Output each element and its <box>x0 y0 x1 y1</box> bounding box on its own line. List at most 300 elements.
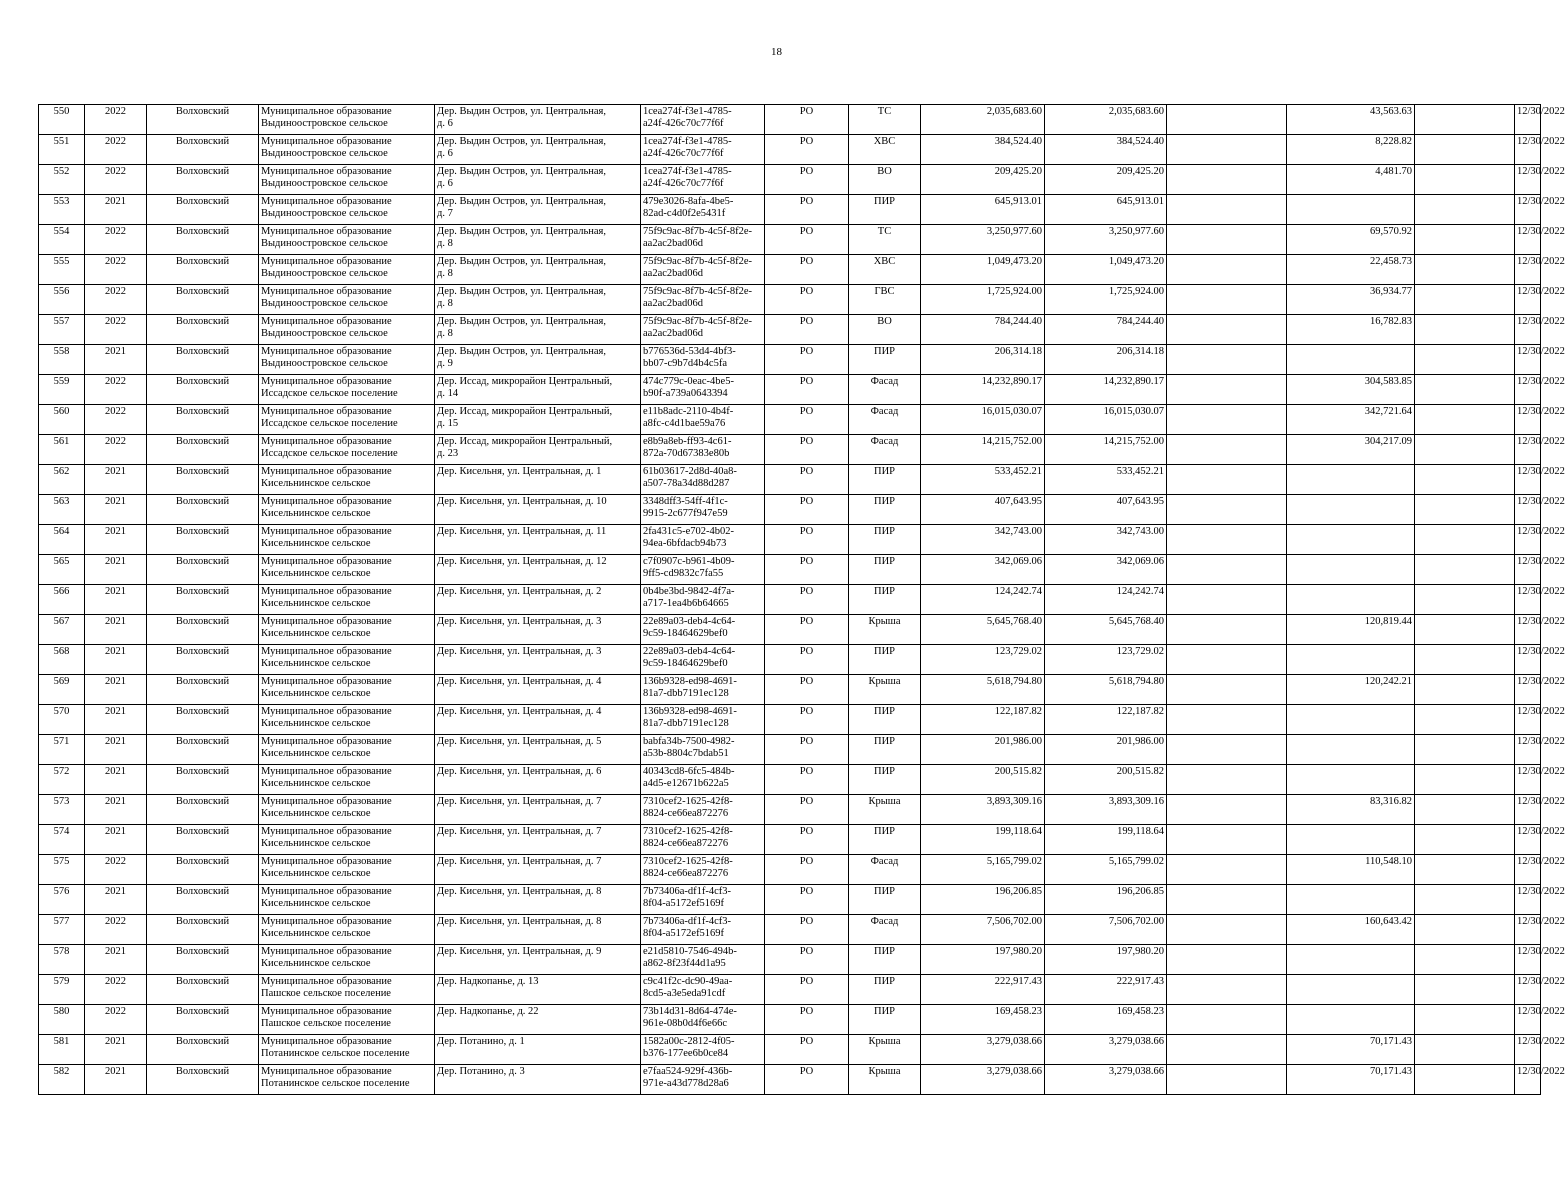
cell-text: Муниципальное образование <box>261 556 392 567</box>
cell-text: РО <box>799 826 814 837</box>
empty-cell <box>1167 855 1287 885</box>
cell-text: Крыша <box>868 1066 901 1077</box>
cell-text: РО <box>799 376 814 387</box>
cell-text: 571 <box>53 736 70 747</box>
cell-text: 9c59-18464629bef0 <box>643 658 728 669</box>
cell-text: Муниципальное образование <box>261 646 392 657</box>
address-cell <box>435 795 641 825</box>
cell-text: 1,725,924.00 <box>1108 286 1164 297</box>
municipality-cell <box>259 975 435 1005</box>
contribution-cell <box>1287 405 1415 435</box>
district-cell <box>147 1005 259 1035</box>
municipality-cell <box>259 165 435 195</box>
cell-text: 551 <box>53 136 70 147</box>
cell-text: Дер. Кисельня, ул. Центральная, д. 2 <box>437 586 602 597</box>
cell-text: 553 <box>53 196 70 207</box>
work-type-cell <box>849 465 921 495</box>
cell-text: Дер. Кисельня, ул. Центральная, д. 11 <box>437 526 607 537</box>
type-cell <box>765 915 849 945</box>
cell-text: 2021 <box>105 676 126 687</box>
row-number-cell <box>39 585 85 615</box>
address-cell <box>435 705 641 735</box>
cell-text: 304,217.09 <box>1364 436 1412 447</box>
row-number-cell <box>39 1035 85 1065</box>
cell-text: 136b9328-ed98-4691- <box>643 706 737 717</box>
cell-text: Волховский <box>175 766 230 777</box>
cell-text: 2022 <box>105 1006 126 1017</box>
work-type-cell <box>849 225 921 255</box>
contribution-cell <box>1287 765 1415 795</box>
total-cost-cell <box>1045 405 1167 435</box>
cell-text: 81a7-dbb7191ec128 <box>643 688 729 699</box>
municipality-cell <box>259 615 435 645</box>
year-cell <box>85 975 147 1005</box>
cell-text: 2022 <box>105 856 126 867</box>
type-cell <box>765 465 849 495</box>
year-cell <box>85 645 147 675</box>
cell-text: 22e89a03-deb4-4c64- <box>643 646 736 657</box>
cell-text: 2022 <box>105 166 126 177</box>
cell-text: РО <box>799 136 814 147</box>
row-number-cell <box>39 885 85 915</box>
empty-cell <box>1167 915 1287 945</box>
cell-text: РО <box>799 736 814 747</box>
house-id-cell <box>641 1005 765 1035</box>
total-cost-cell <box>1045 315 1167 345</box>
row-number-cell <box>39 345 85 375</box>
year-cell <box>85 375 147 405</box>
cell-text: ВО <box>877 316 892 327</box>
district-cell <box>147 975 259 1005</box>
empty-cell-2 <box>1415 105 1515 135</box>
cell-text: Иссадское сельское поселение <box>261 448 398 459</box>
cell-text: Волховский <box>175 826 230 837</box>
cell-text: 75f9c9ac-8f7b-4c5f-8f2e- <box>643 256 753 267</box>
cell-text: РО <box>799 766 814 777</box>
row-number-cell <box>39 705 85 735</box>
contribution-cell <box>1287 105 1415 135</box>
cell-text: 70,171.43 <box>1370 1036 1412 1047</box>
table-row <box>39 195 1541 225</box>
cell-text: Муниципальное образование <box>261 526 392 537</box>
date-cell <box>1515 855 1565 885</box>
municipality-cell <box>259 105 435 135</box>
address-cell <box>435 225 641 255</box>
date-cell <box>1515 315 1565 345</box>
house-id-cell <box>641 915 765 945</box>
row-number-cell <box>39 975 85 1005</box>
cell-text: 2021 <box>105 766 126 777</box>
cell-text: 12/30/2022 <box>1517 946 1565 957</box>
date-cell <box>1515 1005 1565 1035</box>
cell-text: 572 <box>53 766 70 777</box>
house-id-cell <box>641 195 765 225</box>
address-cell <box>435 555 641 585</box>
cell-text: 3,279,038.66 <box>1108 1036 1164 1047</box>
house-id-cell <box>641 795 765 825</box>
cell-text: Дер. Кисельня, ул. Центральная, д. 9 <box>437 946 602 957</box>
empty-cell-2 <box>1415 495 1515 525</box>
cell-text: 12/30/2022 <box>1517 376 1565 387</box>
date-cell <box>1515 705 1565 735</box>
cell-text: 36,934.77 <box>1370 286 1412 297</box>
cell-text: 16,782.83 <box>1370 316 1412 327</box>
empty-cell <box>1167 975 1287 1005</box>
contribution-cell <box>1287 585 1415 615</box>
cell-text: ТС <box>877 226 892 237</box>
cell-text: 2,035,683.60 <box>1108 106 1164 117</box>
date-cell <box>1515 465 1565 495</box>
cell-text: 122,187.82 <box>1116 706 1164 717</box>
date-cell <box>1515 765 1565 795</box>
cell-text: 14,215,752.00 <box>981 436 1042 447</box>
date-cell <box>1515 435 1565 465</box>
date-cell <box>1515 795 1565 825</box>
empty-cell-2 <box>1415 135 1515 165</box>
cell-text: aa2ac2bad06d <box>643 328 704 339</box>
cell-text: 8f04-a5172ef5169f <box>643 928 725 939</box>
row-number-cell <box>39 405 85 435</box>
municipality-cell <box>259 585 435 615</box>
type-cell <box>765 105 849 135</box>
cell-text: д. 7 <box>437 208 453 219</box>
address-cell <box>435 375 641 405</box>
cell-text: ПИР <box>873 556 895 567</box>
year-cell <box>85 345 147 375</box>
empty-cell <box>1167 345 1287 375</box>
cell-text: 0b4be3bd-9842-4f7a- <box>643 586 735 597</box>
cell-text: 872a-70d67383e80b <box>643 448 730 459</box>
empty-cell <box>1167 705 1287 735</box>
cell-text: 222,917.43 <box>1116 976 1164 987</box>
row-number-cell <box>39 645 85 675</box>
type-cell <box>765 195 849 225</box>
page-number: 18 <box>771 46 782 58</box>
row-number-cell <box>39 165 85 195</box>
cell-text: 1cea274f-f3e1-4785- <box>643 166 732 177</box>
empty-cell-2 <box>1415 1065 1515 1095</box>
cell-text: Потанинское сельское поселение <box>261 1078 410 1089</box>
cell-text: РО <box>799 706 814 717</box>
work-type-cell <box>849 105 921 135</box>
empty-cell <box>1167 405 1287 435</box>
date-cell <box>1515 735 1565 765</box>
house-id-cell <box>641 675 765 705</box>
work-type-cell <box>849 825 921 855</box>
cell-text: Волховский <box>175 226 230 237</box>
cell-text: Волховский <box>175 376 230 387</box>
empty-cell <box>1167 645 1287 675</box>
cell-text: Дер. Выдин Остров, ул. Центральная, <box>437 346 607 357</box>
table-row <box>39 915 1541 945</box>
type-cell <box>765 735 849 765</box>
cell-text: b776536d-53d4-4bf3- <box>643 346 736 357</box>
cell-text: 560 <box>53 406 70 417</box>
cell-text: 5,618,794.80 <box>986 676 1042 687</box>
cell-text: РО <box>799 196 814 207</box>
cell-text: Выдиноостровское сельское <box>261 298 388 309</box>
empty-cell <box>1167 825 1287 855</box>
cell-text: РО <box>799 916 814 927</box>
house-id-cell <box>641 375 765 405</box>
total-cost-cell <box>1045 735 1167 765</box>
cell-text: 136b9328-ed98-4691- <box>643 676 737 687</box>
cell-text: 75f9c9ac-8f7b-4c5f-8f2e- <box>643 226 753 237</box>
cell-text: 971e-a43d778d28a6 <box>643 1078 729 1089</box>
table-row <box>39 1035 1541 1065</box>
cell-text: Волховский <box>175 856 230 867</box>
cost-cell <box>921 405 1045 435</box>
cell-text: Волховский <box>175 616 230 627</box>
cell-text: 533,452.21 <box>994 466 1042 477</box>
house-id-cell <box>641 525 765 555</box>
cell-text: Муниципальное образование <box>261 736 392 747</box>
empty-cell-2 <box>1415 195 1515 225</box>
date-cell <box>1515 675 1565 705</box>
table-row <box>39 285 1541 315</box>
cell-text: ХВС <box>873 256 896 267</box>
type-cell <box>765 705 849 735</box>
cell-text: Муниципальное образование <box>261 1036 392 1047</box>
cell-text: ХВС <box>873 136 896 147</box>
cell-text: 342,721.64 <box>1364 406 1412 417</box>
year-cell <box>85 765 147 795</box>
cell-text: Муниципальное образование <box>261 886 392 897</box>
cell-text: 75f9c9ac-8f7b-4c5f-8f2e- <box>643 316 753 327</box>
date-cell <box>1515 105 1565 135</box>
municipality-cell <box>259 795 435 825</box>
table-row <box>39 555 1541 585</box>
table-row <box>39 135 1541 165</box>
table-row <box>39 315 1541 345</box>
cell-text: ПИР <box>873 886 895 897</box>
cell-text: 2022 <box>105 376 126 387</box>
cell-text: Муниципальное образование <box>261 586 392 597</box>
cell-text: Кисельнинское сельское <box>261 928 371 939</box>
municipality-cell <box>259 255 435 285</box>
municipality-cell <box>259 705 435 735</box>
cost-cell <box>921 375 1045 405</box>
cell-text: 12/30/2022 <box>1517 436 1565 447</box>
contribution-cell <box>1287 345 1415 375</box>
table-row <box>39 735 1541 765</box>
cell-text: 2022 <box>105 916 126 927</box>
cell-text: a53b-8804c7bdab51 <box>643 748 729 759</box>
address-cell <box>435 915 641 945</box>
cell-text: Муниципальное образование <box>261 346 392 357</box>
type-cell <box>765 255 849 285</box>
cell-text: Фасад <box>870 856 899 867</box>
table-row <box>39 585 1541 615</box>
cell-text: 14,215,752.00 <box>1103 436 1164 447</box>
contribution-cell <box>1287 555 1415 585</box>
table-row <box>39 105 1541 135</box>
cell-text: Пашское сельское поселение <box>261 988 391 999</box>
municipality-cell <box>259 945 435 975</box>
cell-text: Волховский <box>175 556 230 567</box>
empty-cell <box>1167 135 1287 165</box>
cost-cell <box>921 255 1045 285</box>
row-number-cell <box>39 195 85 225</box>
empty-cell <box>1167 945 1287 975</box>
registry-body <box>39 105 1565 1095</box>
contribution-cell <box>1287 615 1415 645</box>
date-cell <box>1515 405 1565 435</box>
cell-text: 200,515.82 <box>994 766 1042 777</box>
year-cell <box>85 885 147 915</box>
cell-text: 342,069.06 <box>994 556 1042 567</box>
district-cell <box>147 255 259 285</box>
address-cell <box>435 675 641 705</box>
cell-text: Кисельнинское сельское <box>261 718 371 729</box>
cost-cell <box>921 675 1045 705</box>
cell-text: Волховский <box>175 316 230 327</box>
cell-text: РО <box>799 166 814 177</box>
year-cell <box>85 525 147 555</box>
cell-text: Выдиноостровское сельское <box>261 328 388 339</box>
cell-text: 558 <box>53 346 70 357</box>
cell-text: Фасад <box>870 406 899 417</box>
empty-cell-2 <box>1415 765 1515 795</box>
cell-text: д. 14 <box>437 388 459 399</box>
cell-text: 12/30/2022 <box>1517 796 1565 807</box>
contribution-cell <box>1287 525 1415 555</box>
house-id-cell <box>641 255 765 285</box>
cell-text: 110,548.10 <box>1365 856 1412 867</box>
empty-cell <box>1167 1005 1287 1035</box>
empty-cell-2 <box>1415 975 1515 1005</box>
address-cell <box>435 1035 641 1065</box>
district-cell <box>147 765 259 795</box>
empty-cell-2 <box>1415 405 1515 435</box>
cell-text: e11b8adc-2110-4b4f- <box>643 406 734 417</box>
district-cell <box>147 195 259 225</box>
cell-text: Муниципальное образование <box>261 436 392 447</box>
address-cell <box>435 135 641 165</box>
cell-text: Крыша <box>868 676 901 687</box>
cell-text: д. 8 <box>437 298 453 309</box>
cell-text: Муниципальное образование <box>261 676 392 687</box>
cell-text: Дер. Выдин Остров, ул. Центральная, <box>437 196 607 207</box>
cell-text: 196,206.85 <box>994 886 1042 897</box>
cost-cell <box>921 615 1045 645</box>
date-cell <box>1515 495 1565 525</box>
empty-cell-2 <box>1415 375 1515 405</box>
cell-text: 342,743.00 <box>994 526 1042 537</box>
cell-text: 784,244.40 <box>994 316 1042 327</box>
cell-text: Дер. Кисельня, ул. Центральная, д. 4 <box>437 676 602 687</box>
date-cell <box>1515 285 1565 315</box>
empty-cell-2 <box>1415 915 1515 945</box>
cell-text: c9c41f2c-dc90-49aa- <box>643 976 733 987</box>
cell-text: РО <box>799 646 814 657</box>
address-cell <box>435 405 641 435</box>
type-cell <box>765 285 849 315</box>
table-row <box>39 435 1541 465</box>
municipality-cell <box>259 345 435 375</box>
year-cell <box>85 945 147 975</box>
cell-text: 82ad-c4d0f2e5431f <box>643 208 726 219</box>
type-cell <box>765 1005 849 1035</box>
cell-text: Муниципальное образование <box>261 136 392 147</box>
work-type-cell <box>849 525 921 555</box>
contribution-cell <box>1287 435 1415 465</box>
contribution-cell <box>1287 885 1415 915</box>
cell-text: ПИР <box>873 826 895 837</box>
cell-text: c7f0907c-b961-4b09- <box>643 556 735 567</box>
cost-cell <box>921 915 1045 945</box>
cell-text: РО <box>799 406 814 417</box>
cell-text: 12/30/2022 <box>1517 256 1565 267</box>
house-id-cell <box>641 885 765 915</box>
year-cell <box>85 225 147 255</box>
house-id-cell <box>641 855 765 885</box>
year-cell <box>85 825 147 855</box>
contribution-cell <box>1287 915 1415 945</box>
cost-cell <box>921 555 1045 585</box>
cost-cell <box>921 195 1045 225</box>
cell-text: Муниципальное образование <box>261 976 392 987</box>
district-cell <box>147 165 259 195</box>
cell-text: 12/30/2022 <box>1517 316 1565 327</box>
cell-text: Волховский <box>175 136 230 147</box>
cell-text: Фасад <box>870 436 899 447</box>
year-cell <box>85 915 147 945</box>
type-cell <box>765 615 849 645</box>
empty-cell-2 <box>1415 555 1515 585</box>
cell-text: 12/30/2022 <box>1517 616 1565 627</box>
municipality-cell <box>259 645 435 675</box>
district-cell <box>147 615 259 645</box>
district-cell <box>147 795 259 825</box>
cell-text: РО <box>799 346 814 357</box>
municipality-cell <box>259 435 435 465</box>
cell-text: Волховский <box>175 586 230 597</box>
date-cell <box>1515 375 1565 405</box>
type-cell <box>765 585 849 615</box>
cell-text: 94ea-6bfdacb94b73 <box>643 538 727 549</box>
cell-text: Волховский <box>175 496 230 507</box>
registry-table <box>38 104 1565 1095</box>
cell-text: 197,980.20 <box>1116 946 1164 957</box>
cell-text: 8cd5-a3e5eda91cdf <box>643 988 726 999</box>
house-id-cell <box>641 585 765 615</box>
cell-text: 12/30/2022 <box>1517 196 1565 207</box>
cell-text: ПИР <box>873 646 895 657</box>
cell-text: 557 <box>53 316 70 327</box>
cell-text: 2022 <box>105 286 126 297</box>
cost-cell <box>921 345 1045 375</box>
district-cell <box>147 465 259 495</box>
address-cell <box>435 315 641 345</box>
total-cost-cell <box>1045 645 1167 675</box>
year-cell <box>85 855 147 885</box>
cell-text: 12/30/2022 <box>1517 586 1565 597</box>
empty-cell <box>1167 285 1287 315</box>
district-cell <box>147 915 259 945</box>
cell-text: 552 <box>53 166 70 177</box>
cost-cell <box>921 855 1045 885</box>
cell-text: ПИР <box>873 496 895 507</box>
cell-text: 7,506,702.00 <box>986 916 1042 927</box>
district-cell <box>147 1035 259 1065</box>
cell-text: Муниципальное образование <box>261 766 392 777</box>
contribution-cell <box>1287 795 1415 825</box>
cost-cell <box>921 525 1045 555</box>
type-cell <box>765 405 849 435</box>
table-row <box>39 945 1541 975</box>
work-type-cell <box>849 735 921 765</box>
